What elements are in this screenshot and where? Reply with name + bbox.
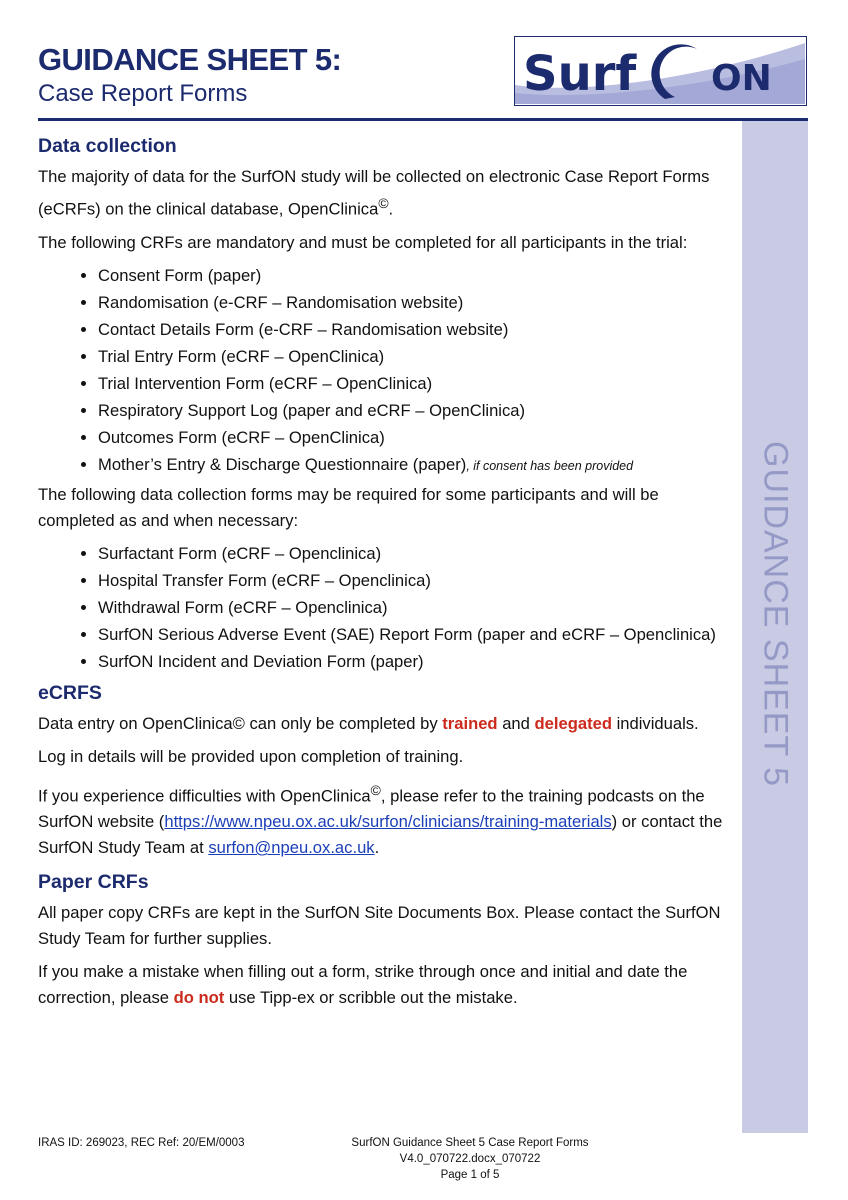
data-collection-intro: The majority of data for the SurfON study will be collected on electronic Case Report Forms (eCRFs) on the clinical database, OpenClinica©.: [38, 167, 710, 219]
list-item: • Outcomes Form (eCRF – OpenClinica): [98, 425, 730, 451]
list-item: • Surfactant Form (eCRF – Openclinica): [98, 541, 730, 567]
optional-intro: The following data collection forms may be required for some participants and will be completed as and when necessary:: [38, 484, 659, 530]
logo-text-surf: Surf: [523, 46, 637, 102]
paper-paragraph-2: If you make a mistake when filling out a form, strike through once and initial and date the correction, please do not use Tipp-ex or scribble out the mistake.: [38, 962, 688, 1008]
ecrfs-paragraph-1: Data entry on OpenClinica© can only be completed by trained and delegated individuals.: [38, 713, 699, 733]
heading-paper-crfs: Paper CRFs: [38, 871, 149, 894]
footer-ids: IRAS ID: 269023, REC Ref: 20/EM/0003: [38, 1137, 245, 1149]
logo-text-on: ON: [711, 58, 772, 99]
list-item: • Consent Form (paper): [98, 263, 730, 289]
mandatory-forms-list: [38, 263, 730, 479]
list-item: • Withdrawal Form (eCRF – Openclinica): [98, 595, 730, 621]
list-item: • SurfON Serious Adverse Event (SAE) Report Form (paper and eCRF – Openclinica): [98, 622, 730, 648]
footer-doc-info: [290, 1135, 650, 1183]
ecrfs-paragraph-3: If you experience difficulties with OpenClinica©, please refer to the training podcasts on the SurfON website (https://www.npeu.ox.ac.uk/surfon/clinicians/training-materials) or contact the SurfON Study Team at surfon@npeu.ox.ac.uk.: [38, 781, 723, 858]
list-item: • Randomisation (e-CRF – Randomisation website): [98, 290, 730, 316]
paper-paragraph-1: All paper copy CRFs are kept in the SurfON Site Documents Box. Please contact the SurfON Study Team for further supplies.: [38, 903, 721, 949]
surfon-logo-graphic: [515, 37, 805, 104]
list-item: • Trial Intervention Form (eCRF – OpenClinica): [98, 371, 730, 397]
header-rule: [38, 118, 808, 121]
ecrfs-paragraph-2: Log in details will be provided upon completion of training.: [38, 746, 464, 766]
list-item: • Respiratory Support Log (paper and eCRF – OpenClinica): [98, 398, 730, 424]
list-item: • Contact Details Form (e-CRF – Randomisation website): [98, 317, 730, 343]
optional-forms-list: [38, 541, 730, 675]
list-item: • Trial Entry Form (eCRF – OpenClinica): [98, 344, 730, 370]
surfon-logo: [514, 36, 807, 106]
study-team-email-link[interactable]: surfon@npeu.ox.ac.uk: [208, 838, 375, 858]
training-materials-link[interactable]: https://www.npeu.ox.ac.uk/surfon/clinicians/training-materials: [164, 812, 612, 832]
list-item: • SurfON Incident and Deviation Form (paper): [98, 649, 730, 675]
consent-note: , if consent has been provided: [466, 458, 634, 473]
page-title: GUIDANCE SHEET 5:: [38, 42, 342, 77]
heading-ecrfs: eCRFS: [38, 681, 102, 704]
footer-filename: SurfON Guidance Sheet 5 Case Report Forms V4.0_070722.docx_070722: [351, 1137, 589, 1165]
list-item: • Mother’s Entry & Discharge Questionnaire (paper), if consent has been provided: [98, 452, 730, 479]
page-subtitle: Case Report Forms: [38, 80, 248, 107]
footer-page-number: Page 1 of 5: [440, 1169, 500, 1181]
mandatory-intro: The following CRFs are mandatory and must be completed for all participants in the trial:: [38, 232, 688, 252]
heading-data-collection: Data collection: [38, 135, 177, 157]
list-item: • Hospital Transfer Form (eCRF – Openclinica): [98, 568, 730, 594]
side-label: GUIDANCE SHEET 5: [756, 440, 795, 788]
main-content: [38, 128, 730, 1018]
